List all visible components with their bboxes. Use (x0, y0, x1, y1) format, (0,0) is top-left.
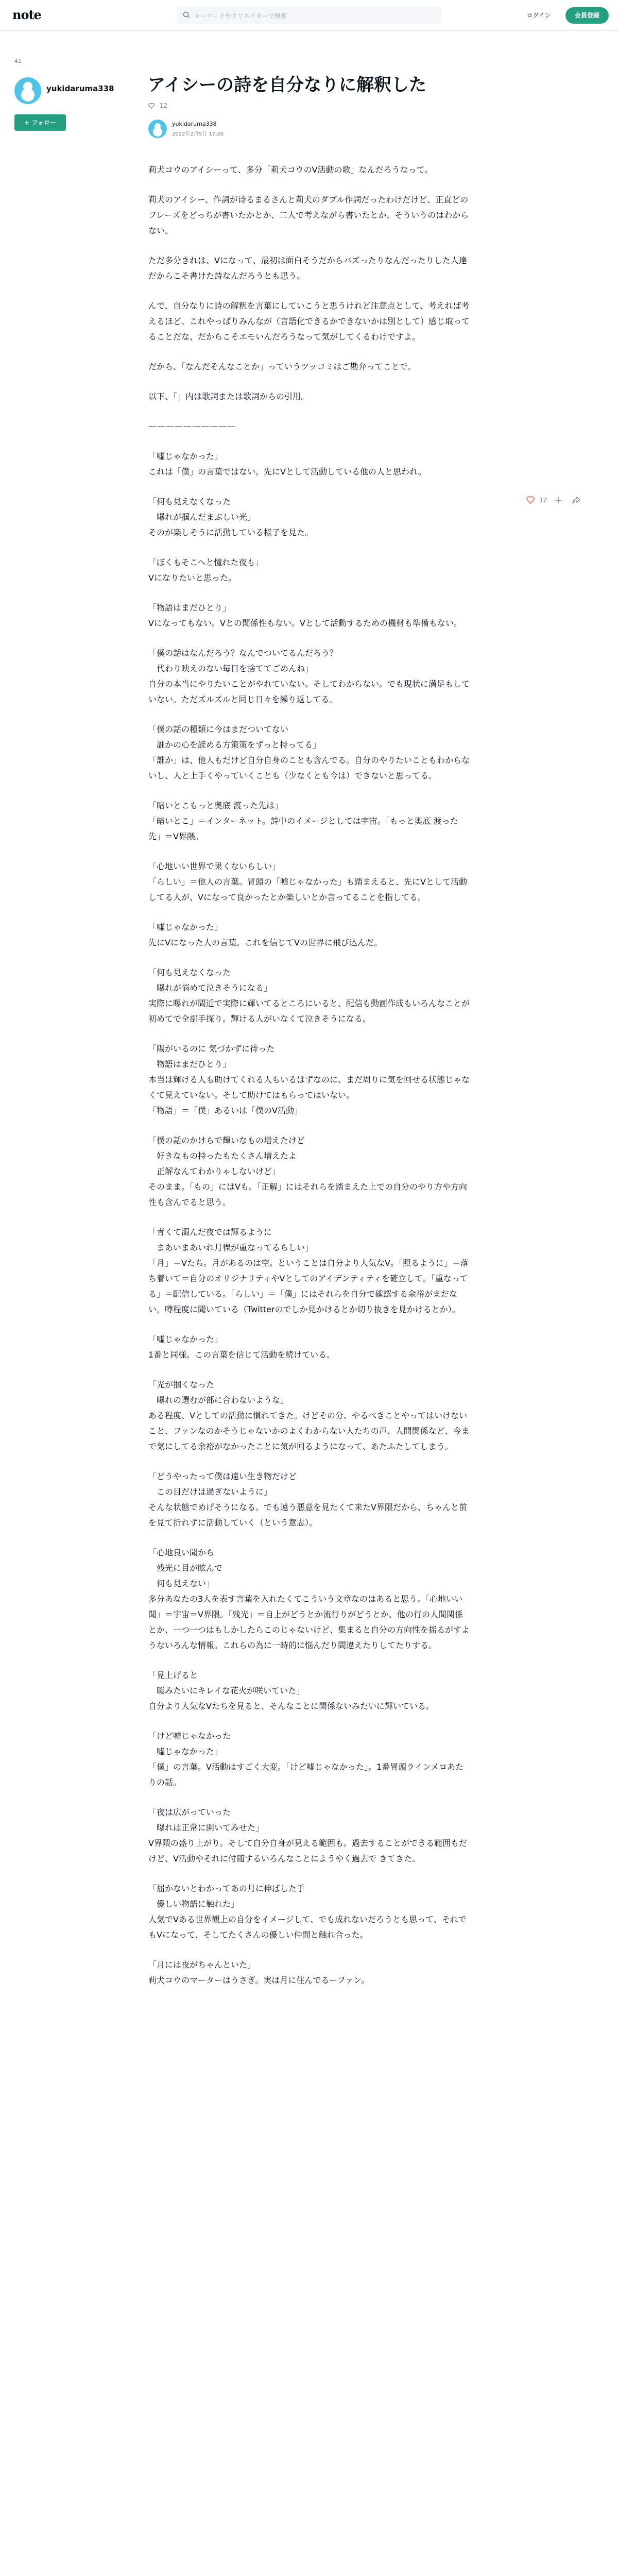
paragraph: 「光が掴くなった 曝れの選むが部に合わないような」 ある程度、Vとしての活動に慣れてきた。けどその分、やるべきことやってはいけないこと、ファンなのかそうじゃないかのよくわからない人たちの声、人間関係など、今まで気にしてる余裕がなかったことに気が回るようになって、あたふたしてしまう。 (148, 1380, 470, 1451)
paragraph: 「ぼくもそこへと憧れた夜も」 Vになりたいと思った。 (148, 557, 264, 583)
section-divider: —————————— (148, 421, 236, 431)
search-icon (183, 11, 190, 19)
heart-icon (148, 103, 154, 109)
paragraph: だから、「なんだそんなことか」っていうツッコミはご勘弁ってことで。 (148, 362, 416, 371)
paragraph: 「何も見えなくなった 曝れが悩めて泣きそうになる」 実際に曝れが間近で実際に輝いてるところにいると、配信も動画作成もいろんなことが初めてで全部手探り。輝ける人がいなくて泣きそうになる。 (148, 968, 470, 1024)
author-avatar[interactable] (148, 120, 167, 138)
follow-button[interactable]: + フォロー (14, 114, 66, 131)
paragraph: 「月には夜がちゃんといた」 莉犬コウのマーターはうさぎ。実は月に住んでるーファン。 (148, 1960, 369, 1985)
top-header (0, 0, 618, 31)
article-title: アイシーの詩を自分なりに解釈した (148, 75, 426, 95)
paragraph: 「陽がいるのに 気づかずに待った 物語はまだひとり」 本当は輝ける人も助けてくれる人もいるはずなのに、まだ周りに気を回せる状態じゃなくて見えていない。そして助けてはもらってはいない。 「物語」＝「僕」あるいは「僕のV活動」 (148, 1044, 470, 1115)
paragraph: 「見上げると 暖みたいにキレイな花火が咲いていた」 自分より人気なVたちを見ると、そんなことに関係ないみたいに輝いている。 (148, 1670, 434, 1711)
heart-icon[interactable] (526, 496, 535, 504)
paragraph: 「暗いとこもっと奥底 渡った先は」 「暗いとこ」＝インターネット。詩中のイメージとしては宇宙。「もっと奥底 渡った先」＝V界隈。 (148, 801, 458, 841)
paragraph: 「青くて濁んだ夜では輝るように まあいまあいれ月裸が重なってるらしい」 「月」＝Vたち。月があるのは空。ということは自分より人気なV。「照るように」＝落ち着いて＝自分のオリジナリティやVとしてのアイデンティティを確立して。「重なってる」＝配信している。「らしい」＝「僕」にはそれらを自分で確認する余裕がまだない。噂程度に聞いている（Twitterのでしか見かけるとか切り抜きを見かけるとか）。 (148, 1227, 469, 1314)
paragraph: 「嘘じゃなかった」 これは「僕」の言葉ではない。先にVとして活動している他の人と思われ。 (148, 451, 426, 477)
paragraph: んで、自分なりに詩の解釈を言葉にしていこうと思うけれど注意点として、考えれば考えるほど、これやっぱりみんなが（言語化できるかできないかは別として）感じ取ってることだな、だからこそエモいんだろうなって気がしてくるわけですよ。 (148, 301, 470, 342)
action-like-count: 12 (539, 496, 547, 504)
paragraph: 「けど嘘じゃなかった 嘘じゃなかった」 「僕」の言葉。V活動はすごく大変。「けど嘘じゃなかった」。1番冒頭ラインメロあたりの話。 (148, 1731, 464, 1787)
article-action-row (526, 495, 580, 507)
paragraph: 「嘘じゃなかった」 先にVになった人の言葉。これを信じてVの世界に飛び込んだ。 (148, 922, 382, 947)
author-name[interactable]: yukidaruma338 (172, 121, 217, 127)
add-icon[interactable] (555, 497, 562, 504)
paragraph: 「心地いい世界で果くないらしい」 「らしい」＝他人の言葉。冒頭の「嘘じゃなかった」も踏まえると、先にVとして活動してる人が、Vになって良かったとか楽しいとか言ってることを指してる。 (148, 861, 467, 902)
paragraph: 「嘘じゃなかった」 1番と同様。この言葉を信じて活動を続けている。 (148, 1334, 335, 1360)
paragraph: 「心地良い聞から 残光に目が眩んで 何も見えない」 多分あなたの3人を表す言葉を入れたくてこういう文章なのはあると思う。「心地いい聞」＝宇宙＝V界隈。「残光」＝自上がどうとか流行りがどうとか、他の行の人間関係とか、一つ一つはもしかしたらこのじゃないけど、集まると自分の方向性を揺るがすようないろんな情報。これらの為に一時的に悩んだり間違えたりしてたりする。 (148, 1548, 470, 1650)
login-button[interactable]: ログイン (526, 12, 551, 19)
search-bar[interactable] (177, 7, 442, 24)
like-count: 12 (159, 102, 168, 109)
paragraph: 「夜は広がっていった 曝れは正常に開いてみせた」 V界隈の盛り上がり。そして自分自身が見える範囲も。過去することができる範囲もだけど、V活動やそれに付随するいろんなことにようやく過去で きてきた。 (148, 1807, 467, 1863)
paragraph: 「僕の話のかけらで輝いなもの増えたけど 好きなもの持ったもたくさん増えたよ 正解なんてわかりゃしないけど」 そのまま。「もの」にはVも。「正解」にはそれらを踏まえた上での自分のやり方や方向性も含んでると思う。 (148, 1136, 467, 1207)
search-placeholder: キーワードやクリエイターで検索 (194, 12, 287, 20)
paragraph: 「僕の話はなんだろう？なんでついてるんだろう？ 代わり映えのない毎日を捨ててごめんね」 自分の本当にやりたいことがやれていない。そしてわからない。でも現状に満足もしていない。ただズルズルと同じ日々を繰り返してる。 (148, 648, 470, 704)
paragraph: 莉犬コウのアイシーって、多分「莉犬コウのV活動の歌」なんだろうなって。 (148, 165, 433, 175)
publish-date: 2022年2月5日 17:20 (172, 131, 224, 137)
share-icon[interactable] (572, 497, 580, 504)
note-logo[interactable]: note (12, 7, 41, 22)
paragraph: 「どうやったって僕は遠い生き物だけど この目だけは過ぎないように」 そんな状態でめげそうになる。でも遠う悪意を見たくて来たV界隈だから、ちゃんと前を見て折れずに活動していく（という意志）。 (148, 1471, 467, 1528)
creator-avatar[interactable] (14, 77, 41, 104)
paragraph: 「何も見えなくなった 曝れが掴んだまぶしい光」 そのが楽しそうに活動している様子を見た。 (148, 497, 314, 537)
snowman-avatar-icon (14, 77, 41, 104)
signup-button[interactable]: 会員登録 (565, 7, 609, 24)
follower-count: 41 (14, 58, 22, 64)
creator-name[interactable]: yukidaruma338 (46, 84, 114, 93)
like-counter-top[interactable] (148, 102, 167, 109)
article-body (148, 162, 470, 2003)
paragraph: 「物語はまだひとり」 Vになってもない。Vとの関係性もない。Vとして活動するための機材も準備もない。 (148, 603, 462, 628)
paragraph: 以下、「」内は歌詞または歌詞からの引用。 (148, 392, 310, 401)
snowman-avatar-icon (148, 120, 167, 138)
paragraph: 莉犬のアイシー、作詞が诗るまるさんと莉犬のダブル作詞だったわけだけど、正直どのフレーズをどっちが書いたかとか、二人で考えながら書いたとか、そういうのはわからない。 (148, 195, 469, 235)
paragraph: ただ多分きれは、Vになって、最初は面白そうだからバズったりなんだったりした人達だからこそ書けた詩なんだろうとも思う。 (148, 256, 467, 281)
paragraph: 「届かないとわかってあの月に伸ばした手 優しい物語に触れた」 人気でVある世界観上の自分をイメージして、でも成れないだろうとも思って、それでもVになって、そしてたくさんの優しい仲間と触れ合った。 (148, 1884, 467, 1940)
paragraph: 「僕の話の種類に今はまだついてない 誰かの心を読める方策策をずっと持ってる」 「誰か」は、他人もだけど自分自身のことも含んでる。自分のやりたいこともわからないし、人と上手くやっていくことも（少なくとも今は）できないと思ってる。 (148, 724, 470, 781)
